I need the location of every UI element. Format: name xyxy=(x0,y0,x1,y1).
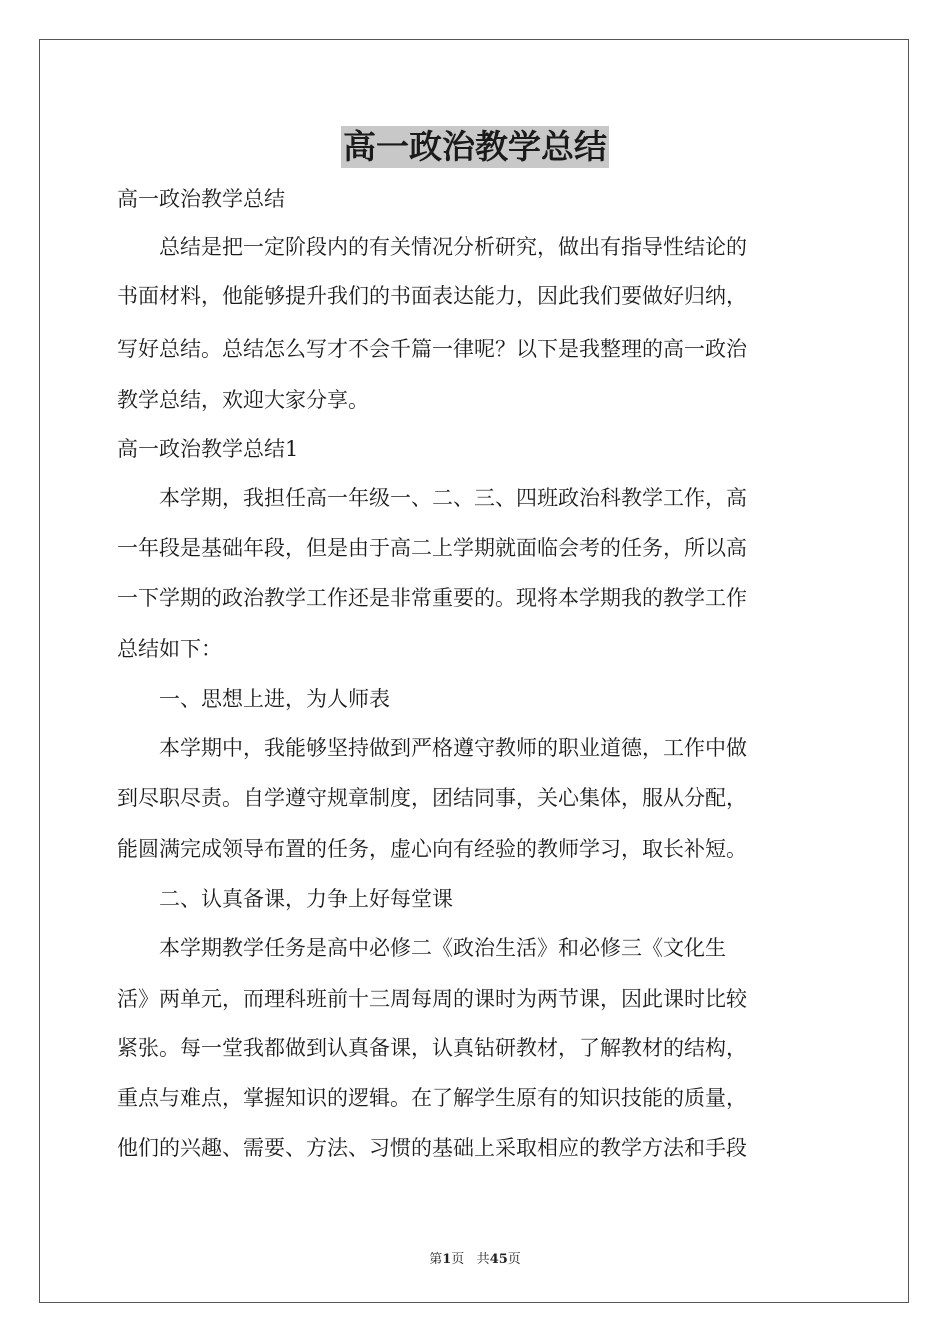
total-pages: 45 xyxy=(489,1252,508,1267)
subsection-heading: 一、思想上进，为人师表 xyxy=(117,687,390,711)
paragraph-line: 教学总结，欢迎大家分享。 xyxy=(117,388,369,412)
subsection-heading: 二、认真备课，力争上好每堂课 xyxy=(117,887,453,911)
total-unit: 页 xyxy=(507,1252,521,1267)
page-unit: 页 xyxy=(451,1252,465,1267)
paragraph-line: 重点与难点，掌握知识的逻辑。在了解学生原有的知识技能的质量， xyxy=(117,1086,747,1110)
page-number: 1 xyxy=(442,1252,452,1267)
paragraph-line: 活》两单元，而理科班前十三周每周的课时为两节课，因此课时比较 xyxy=(117,987,747,1011)
paragraph-line: 总结是把一定阶段内的有关情况分析研究，做出有指导性结论的 xyxy=(117,235,747,259)
paragraph-line: 到尽职尽责。自学遵守规章制度，团结同事，关心集体，服从分配， xyxy=(117,786,747,810)
paragraph-line: 写好总结。总结怎么写才不会千篇一律呢？以下是我整理的高一政治 xyxy=(117,337,747,361)
paragraph-line: 他们的兴趣、需要、方法、习惯的基础上采取相应的教学方法和手段 xyxy=(117,1136,747,1160)
paragraph-line: 本学期教学任务是高中必修二《政治生活》和必修三《文化生 xyxy=(117,936,726,960)
subtitle-line: 高一政治教学总结 xyxy=(117,187,285,211)
paragraph-line: 能圆满完成领导布置的任务，虚心向有经验的教师学习，取长补短。 xyxy=(117,837,747,861)
paragraph-line: 一年段是基础年段，但是由于高二上学期就面临会考的任务，所以高 xyxy=(117,536,747,560)
paragraph-line: 书面材料，他能够提升我们的书面表达能力，因此我们要做好归纳， xyxy=(117,284,747,308)
total-prefix: 共 xyxy=(476,1252,490,1267)
paragraph-line: 紧张。每一堂我都做到认真备课，认真钻研教材，了解教材的结构， xyxy=(117,1036,747,1060)
paragraph-line: 总结如下： xyxy=(117,637,222,661)
title-container xyxy=(0,126,950,168)
section-heading: 高一政治教学总结1 xyxy=(117,437,299,461)
paragraph-line: 本学期，我担任高一年级一、二、三、四班政治科教学工作，高 xyxy=(117,486,747,510)
document-title: 高一政治教学总结 xyxy=(343,127,607,166)
page-prefix: 第 xyxy=(429,1252,443,1267)
page-footer xyxy=(0,1248,950,1267)
page-border xyxy=(39,39,909,1303)
paragraph-line: 本学期中，我能够坚持做到严格遵守教师的职业道德，工作中做 xyxy=(117,736,747,760)
paragraph-line: 一下学期的政治教学工作还是非常重要的。现将本学期我的教学工作 xyxy=(117,586,747,610)
